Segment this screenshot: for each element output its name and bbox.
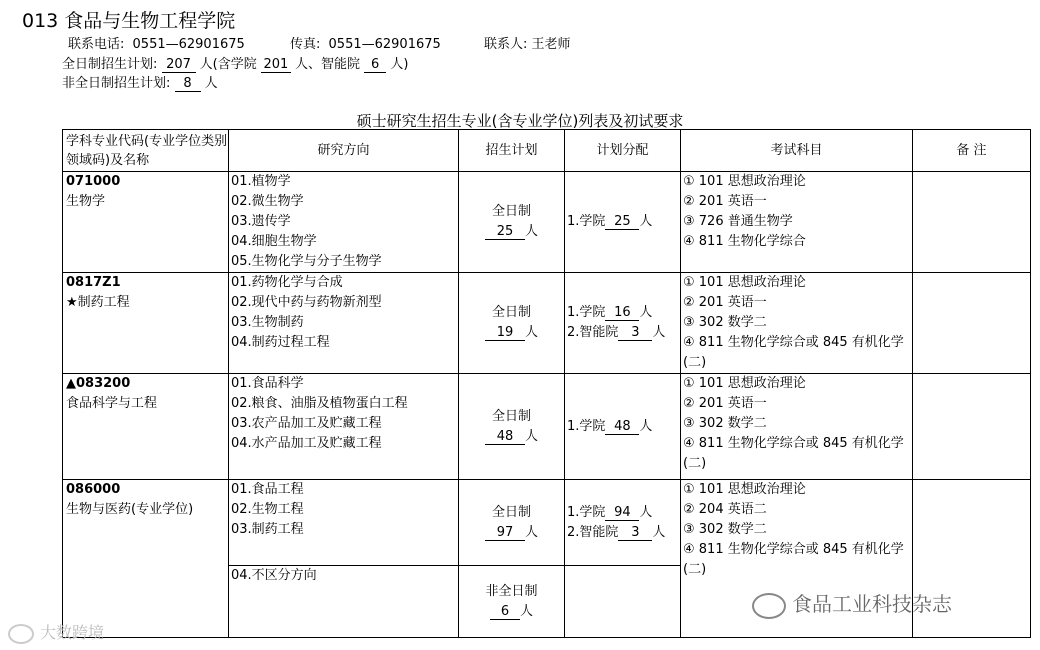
allocation-item xyxy=(567,212,680,232)
allocation-cell xyxy=(565,480,681,566)
major-code: 071000 xyxy=(66,174,121,189)
fulltime-mid1: 人(含学院 xyxy=(199,57,257,72)
plan-cell xyxy=(459,273,565,374)
allocation-number: 48 xyxy=(605,420,639,435)
allocation-unit: 人 xyxy=(639,305,653,320)
major-name: 生物与医药(专业学位) xyxy=(66,502,194,517)
parttime-plan-line xyxy=(62,72,218,92)
allocation-unit: 人 xyxy=(639,418,653,434)
subjects-cell xyxy=(681,172,913,273)
major-code: 0817Z1 xyxy=(66,275,121,290)
allocation-label: 1.学院 xyxy=(567,214,606,229)
table-row xyxy=(63,273,1031,374)
major-cell xyxy=(63,172,229,273)
fax-value: 0551—62901675 xyxy=(328,37,441,52)
allocation-item xyxy=(567,503,680,523)
subject-item: ① 101 思想政治理论 xyxy=(683,482,806,497)
allocation-number: 16 xyxy=(605,306,639,321)
plan-type: 非全日制 xyxy=(485,583,538,599)
wechat-watermark xyxy=(752,588,952,619)
subject-item: ③ 302 数学二 xyxy=(683,315,767,330)
direction-item: 04.不区分方向 xyxy=(231,568,317,583)
direction-item: 03.农产品加工及贮藏工程 xyxy=(231,416,382,431)
watermark-logo-icon xyxy=(8,624,34,644)
subject-item: ④ 811 生物化学综合 xyxy=(683,234,806,249)
subject-item: ③ 726 普通生物学 xyxy=(683,214,793,229)
parttime-unit: 人 xyxy=(204,76,218,91)
direction-item: 02.生物工程 xyxy=(231,502,304,517)
remarks-cell xyxy=(913,273,1031,374)
header-plan: 招生计划 xyxy=(459,130,565,172)
header-subjects: 考试科目 xyxy=(681,130,913,172)
allocation-number: 3 xyxy=(618,326,652,341)
remarks-cell xyxy=(913,374,1031,480)
subject-item: ③ 302 数学二 xyxy=(683,416,767,431)
plan-type: 全日制 xyxy=(491,504,531,520)
direction-item: 03.生物制药 xyxy=(231,315,304,330)
allocation-number: 3 xyxy=(618,526,652,541)
allocation-item xyxy=(567,417,680,437)
fax-label: 传真: xyxy=(290,37,321,52)
subject-item: ② 201 英语一 xyxy=(683,396,767,411)
plan-unit: 人 xyxy=(524,325,538,340)
fulltime-total: 207 xyxy=(162,58,196,73)
plan-number: 48 xyxy=(485,430,525,445)
allocation-label: 1.学院 xyxy=(567,504,606,520)
allocation-unit: 人 xyxy=(639,214,653,229)
direction-item: 05.生物化学与分子生物学 xyxy=(231,254,382,269)
direction-item: 02.微生物学 xyxy=(231,194,304,209)
fulltime-plan-line xyxy=(62,53,408,73)
allocation-unit: 人 xyxy=(639,504,653,520)
direction-item: 02.现代中药与药物新剂型 xyxy=(231,295,382,310)
contact-person-value: 王老师 xyxy=(531,37,571,52)
table-row xyxy=(63,480,1031,566)
subjects-cell xyxy=(681,374,913,480)
phone-label: 联系电话: xyxy=(68,37,125,52)
plan-type: 全日制 xyxy=(491,305,531,320)
plan-cell xyxy=(459,566,565,638)
plan-unit: 人 xyxy=(524,428,538,444)
plan-cell xyxy=(459,172,565,273)
subject-item: ④ 811 生物化学综合或 845 有机化学(二) xyxy=(683,335,904,370)
subject-item: ② 204 英语二 xyxy=(683,502,767,517)
allocation-label: 1.学院 xyxy=(567,305,606,320)
phone-value: 0551—62901675 xyxy=(132,37,245,52)
plan-number: 6 xyxy=(490,605,520,620)
direction-item: 01.药物化学与合成 xyxy=(231,275,343,290)
fulltime-college: 201 xyxy=(261,58,291,73)
plan-cell xyxy=(459,480,565,566)
contact-line xyxy=(68,33,245,52)
remarks-cell xyxy=(913,172,1031,273)
header-major: 学科专业代码(专业学位类别领域码)及名称 xyxy=(63,130,229,172)
subject-item: ④ 811 生物化学综合或 845 有机化学(二) xyxy=(683,542,904,577)
direction-item: 02.粮食、油脂及植物蛋白工程 xyxy=(231,396,408,411)
table-title: 硕士研究生招生专业(含专业学位)列表及初试要求 xyxy=(356,112,684,130)
subject-item: ① 101 思想政治理论 xyxy=(683,174,806,189)
allocation-cell xyxy=(565,374,681,480)
allocation-cell xyxy=(565,273,681,374)
major-code: ▲083200 xyxy=(66,376,131,391)
allocation-item xyxy=(567,523,680,543)
table-row xyxy=(63,172,1031,273)
allocation-item xyxy=(567,303,680,323)
plan-number: 97 xyxy=(485,526,525,541)
major-code: 086000 xyxy=(66,482,121,497)
allocation-unit: 人 xyxy=(652,524,666,540)
subject-item: ① 101 思想政治理论 xyxy=(683,275,806,290)
header-remarks: 备 注 xyxy=(913,130,1031,172)
subject-item: ① 101 思想政治理论 xyxy=(683,376,806,391)
direction-item: 01.植物学 xyxy=(231,174,291,189)
direction-item: 04.制药过程工程 xyxy=(231,335,330,350)
plan-number: 25 xyxy=(485,225,525,240)
plan-count xyxy=(459,222,564,242)
major-name: ★制药工程 xyxy=(66,295,130,310)
plan-unit: 人 xyxy=(524,524,538,540)
allocation-label: 2.智能院 xyxy=(567,325,619,340)
plan-unit: 人 xyxy=(524,224,538,239)
parttime-label: 非全日制招生计划: xyxy=(62,76,171,91)
plan-cell xyxy=(459,374,565,480)
direction-item: 01.食品工程 xyxy=(231,482,304,497)
major-name: 食品科学与工程 xyxy=(66,396,158,411)
contact-person-label: 联系人: xyxy=(484,37,528,52)
allocation-cell xyxy=(565,172,681,273)
direction-cell xyxy=(229,480,459,566)
direction-item: 03.遗传学 xyxy=(231,214,291,229)
fulltime-smart: 6 xyxy=(364,58,386,73)
plan-count xyxy=(459,427,564,447)
college-title: 013 食品与生物工程学院 xyxy=(22,10,236,32)
direction-item: 01.食品科学 xyxy=(231,376,304,391)
subject-item: ③ 302 数学二 xyxy=(683,522,767,537)
allocation-item xyxy=(567,323,680,343)
plan-count xyxy=(459,323,564,343)
plan-unit: 人 xyxy=(519,603,533,619)
parttime-total: 8 xyxy=(175,77,201,92)
fulltime-end: 人) xyxy=(390,57,409,72)
corner-watermark xyxy=(8,620,104,644)
contact-person-line xyxy=(484,33,571,52)
header-direction: 研究方向 xyxy=(229,130,459,172)
fax-line xyxy=(290,33,441,52)
major-name: 生物学 xyxy=(66,194,106,209)
allocation-unit: 人 xyxy=(652,325,666,340)
subjects-cell xyxy=(681,273,913,374)
direction-cell xyxy=(229,273,459,374)
wechat-watermark-text: 食品工业科技杂志 xyxy=(792,592,952,616)
direction-item: 04.水产品加工及贮藏工程 xyxy=(231,436,382,451)
admission-table xyxy=(62,129,1031,638)
plan-type: 全日制 xyxy=(491,204,531,219)
corner-watermark-text: 大数跨境 xyxy=(40,623,105,642)
direction-item: 03.制药工程 xyxy=(231,522,304,537)
direction-cell xyxy=(229,374,459,480)
allocation-number: 94 xyxy=(605,506,639,521)
major-cell xyxy=(63,480,229,638)
allocation-number: 25 xyxy=(605,215,639,230)
allocation-cell xyxy=(565,566,681,638)
subject-item: ④ 811 生物化学综合或 845 有机化学(二) xyxy=(683,436,904,471)
direction-item: 04.细胞生物学 xyxy=(231,234,317,249)
allocation-label: 2.智能院 xyxy=(567,524,619,540)
major-cell xyxy=(63,374,229,480)
direction-cell xyxy=(229,566,459,638)
subject-item: ② 201 英语一 xyxy=(683,194,767,209)
wechat-icon xyxy=(752,593,786,619)
plan-count xyxy=(459,523,564,543)
table-header-row xyxy=(63,130,1031,172)
fulltime-mid2: 人、智能院 xyxy=(295,57,361,72)
table-row xyxy=(63,374,1031,480)
subject-item: ② 201 英语一 xyxy=(683,295,767,310)
plan-type: 全日制 xyxy=(491,408,531,424)
plan-number: 19 xyxy=(485,326,525,341)
header-allocation: 计划分配 xyxy=(565,130,681,172)
plan-count xyxy=(459,602,564,622)
fulltime-label: 全日制招生计划: xyxy=(62,57,158,72)
direction-cell xyxy=(229,172,459,273)
allocation-label: 1.学院 xyxy=(567,418,606,434)
major-cell xyxy=(63,273,229,374)
